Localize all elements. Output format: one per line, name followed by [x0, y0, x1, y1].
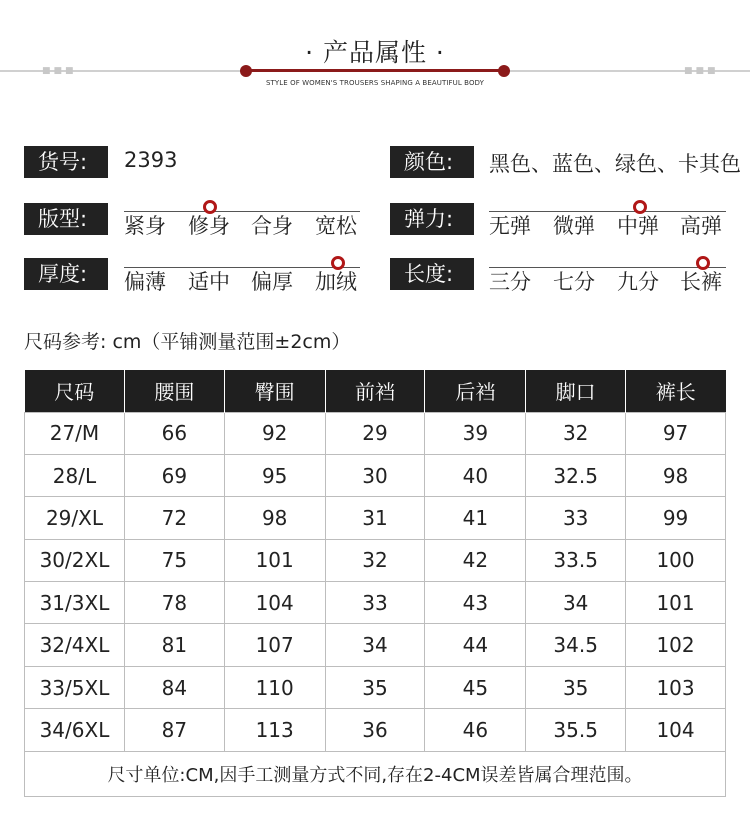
table-cell: 72	[124, 497, 224, 539]
table-cell: 107	[224, 624, 325, 666]
length-option: 三分	[489, 270, 531, 294]
table-cell: 78	[124, 582, 224, 624]
thickness-option: 加绒	[315, 270, 357, 294]
table-cell: 101	[224, 539, 325, 581]
table-cell: 103	[626, 666, 726, 708]
column-header-back-rise: 后裆	[425, 370, 526, 412]
thickness-option: 偏薄	[124, 270, 166, 294]
column-header-leg-opening: 脚口	[526, 370, 626, 412]
table-cell: 69	[124, 454, 224, 496]
table-row	[25, 497, 726, 539]
table-cell: 34	[526, 582, 626, 624]
color-label: 颜色:	[390, 146, 474, 178]
header-dots-left: ■■■	[42, 66, 77, 76]
elasticity-option: 高弹	[680, 214, 722, 238]
header-accent-cap-left	[240, 65, 252, 77]
fit-options	[124, 210, 374, 238]
column-header-hip: 臀围	[224, 370, 325, 412]
table-cell: 95	[224, 454, 325, 496]
table-cell: 28/L	[25, 454, 125, 496]
table-cell: 31/3XL	[25, 582, 125, 624]
column-header-size: 尺码	[25, 370, 125, 412]
table-cell: 35.5	[526, 709, 626, 751]
thickness-label: 厚度:	[24, 258, 108, 290]
column-header-waist: 腰围	[124, 370, 224, 412]
header-accent-cap-right	[498, 65, 510, 77]
column-header-front-rise: 前裆	[325, 370, 425, 412]
table-row	[25, 412, 726, 454]
color-value: 黑色、蓝色、绿色、卡其色	[489, 152, 741, 176]
table-cell: 92	[224, 412, 325, 454]
table-cell: 32	[325, 539, 425, 581]
table-cell: 30	[325, 454, 425, 496]
table-cell: 81	[124, 624, 224, 666]
header-subtitle: STYLE OF WOMEN'S TROUSERS SHAPING A BEAUTIFUL BODY	[265, 79, 485, 87]
length-option: 七分	[553, 270, 595, 294]
fit-option: 合身	[251, 214, 293, 238]
table-cell: 34.5	[526, 624, 626, 666]
table-cell: 32/4XL	[25, 624, 125, 666]
table-cell: 34	[325, 624, 425, 666]
table-cell: 101	[626, 582, 726, 624]
table-row	[25, 582, 726, 624]
fit-option: 宽松	[315, 214, 357, 238]
table-cell: 42	[425, 539, 526, 581]
table-cell: 97	[626, 412, 726, 454]
table-cell: 98	[224, 497, 325, 539]
table-cell: 39	[425, 412, 526, 454]
item-no-value: 2393	[124, 148, 178, 172]
table-cell: 35	[325, 666, 425, 708]
header-dots-right: ■■■	[684, 66, 719, 76]
fit-option: 修身	[188, 214, 230, 238]
measurement-note: 尺寸单位:CM,因手工测量方式不同,存在2-4CM误差皆属合理范围。	[25, 751, 726, 796]
table-cell: 30/2XL	[25, 539, 125, 581]
table-cell: 100	[626, 539, 726, 581]
length-option: 九分	[617, 270, 659, 294]
length-option: 长裤	[680, 270, 722, 294]
elasticity-option: 微弹	[553, 214, 595, 238]
table-row	[25, 624, 726, 666]
table-cell: 44	[425, 624, 526, 666]
table-cell: 35	[526, 666, 626, 708]
elasticity-label: 弹力:	[390, 203, 474, 235]
elasticity-option: 中弹	[617, 214, 659, 238]
table-note-row	[25, 751, 726, 796]
header-accent-bar	[246, 69, 504, 72]
table-row	[25, 666, 726, 708]
table-cell: 45	[425, 666, 526, 708]
table-header-row	[25, 370, 726, 412]
table-cell: 102	[626, 624, 726, 666]
thickness-option: 适中	[188, 270, 230, 294]
table-cell: 84	[124, 666, 224, 708]
table-cell: 104	[224, 582, 325, 624]
table-cell: 33	[325, 582, 425, 624]
table-cell: 33.5	[526, 539, 626, 581]
column-header-length: 裤长	[626, 370, 726, 412]
table-cell: 104	[626, 709, 726, 751]
table-cell: 87	[124, 709, 224, 751]
table-cell: 31	[325, 497, 425, 539]
table-row	[25, 539, 726, 581]
table-cell: 75	[124, 539, 224, 581]
table-cell: 110	[224, 666, 325, 708]
table-cell: 113	[224, 709, 325, 751]
table-cell: 99	[626, 497, 726, 539]
table-cell: 43	[425, 582, 526, 624]
size-reference-note: 尺码参考: cm（平铺测量范围±2cm）	[24, 331, 351, 353]
table-cell: 33	[526, 497, 626, 539]
size-table	[24, 370, 726, 797]
elasticity-option: 无弹	[489, 214, 531, 238]
table-row	[25, 709, 726, 751]
table-cell: 40	[425, 454, 526, 496]
thickness-option: 偏厚	[251, 270, 293, 294]
table-cell: 66	[124, 412, 224, 454]
item-no-label: 货号:	[24, 146, 108, 178]
table-cell: 29/XL	[25, 497, 125, 539]
elasticity-options	[489, 210, 739, 238]
table-cell: 41	[425, 497, 526, 539]
fit-label: 版型:	[24, 203, 108, 235]
thickness-options	[124, 266, 374, 294]
table-cell: 36	[325, 709, 425, 751]
table-row	[25, 454, 726, 496]
table-cell: 98	[626, 454, 726, 496]
page-title: · 产品属性 ·	[305, 38, 445, 67]
table-cell: 32.5	[526, 454, 626, 496]
fit-option: 紧身	[124, 214, 166, 238]
length-options	[489, 266, 739, 294]
length-label: 长度:	[390, 258, 474, 290]
table-cell: 32	[526, 412, 626, 454]
table-cell: 34/6XL	[25, 709, 125, 751]
table-cell: 27/M	[25, 412, 125, 454]
header-rule-left	[0, 66, 246, 76]
table-cell: 33/5XL	[25, 666, 125, 708]
table-cell: 29	[325, 412, 425, 454]
table-cell: 46	[425, 709, 526, 751]
